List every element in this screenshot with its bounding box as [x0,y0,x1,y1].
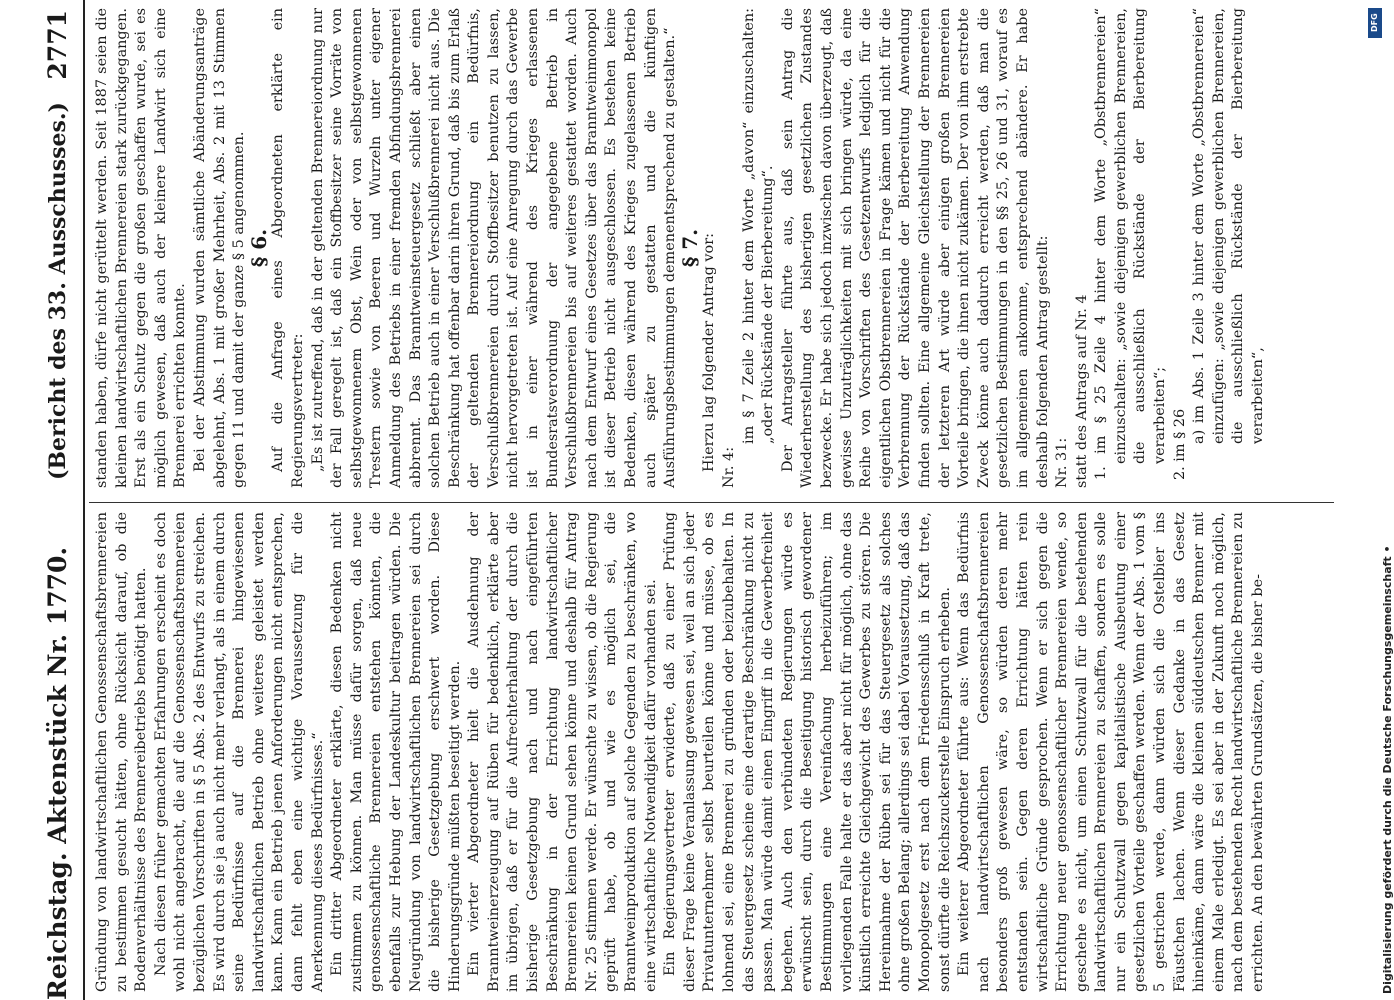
dfg-logo: DFG [1368,8,1382,38]
paragraph: Nr. 31: [1054,437,1071,488]
paragraph: Ein weiterer Abgeordneter führte aus: Wenn das Bedürfnis nach landwirtschaftlichen Genossenschaftsbrennereien besonders groß gewesen wäre, so würden deren mehr entstanden sein. Gegen deren Errichtung hätten rein wirtschaftliche Gründe gesprochen. Wenn er sich gegen die Errichtung neuer genossenschaftlicher Brennereien wende, so geschehe es nicht, um einen Schutzwall für die bestehenden landwirtschaftlichen Brennereien zu schaffen, sondern es solle nur ein Schutzwall gegen kapitalistische Ausbeutung einer gesetzlichen Vorteile geschaffen werden. Wenn der Abs. 1 vom § 5 gestrichen werde, dann würden sich die Ostelbier ins Fäustchen lachen. Wenn dieser Gedanke in das Gesetz hineinkäme, dann wäre die kleinen süddeutschen Brenner mit einem Male erledigt. Es sei aber in der Zukunft noch möglich, nach dem bestehenden Recht landwirtschaftliche Brennereien zu errichten. An den bewährten Grundsätzen, die bisher be- [956,512,1267,992]
column-divider [89,502,1334,503]
header-subtitle: (Bericht des 33. Ausschusses.) [45,102,71,480]
document-page [41,0,1341,1000]
paragraph: 2. im § 26 [1171,408,1188,480]
section-heading: § 6. [246,228,271,268]
paragraph: a) im Abs. 1 Zeile 3 hinter dem Worte „Obstbrennereien“ einzufügen: „sowie diejenigen gewerblichen Brennereien, die ausschließlich Rückstände der Bierbereitung verarbeiten“, [1191,8,1267,444]
paragraph: „Es ist zutreffend, daß in der geltenden Brennereiordnung nur der Fall geregelt ist, daß ein Stoffbesitzer seine Vorräte von selbstgewonnenem Obst, Wein oder von selbstgewonnenen Trestern sowie von Beeren und Wurzeln unter eigener Anmeldung des Betriebs in einer fremden Abfindungsbrennerei abbrennt. Das Branntweinsteuergesetz schließt aber einen solchen Betrieb auch in einer Verschlußbrennerei nicht aus. Die Beschränkung hat offenbar darin ihren Grund, daß bis zum Erlaß der geltenden Brennereiordnung ein Bedürfnis, Verschlußbrennereien durch Stoffbesitzer benutzen zu lassen, nicht hervorgetreten ist. Auf eine Anregung durch das Gewerbe ist in einer während des Krieges erlassenen Bundesratsverordnung der angegebene Betrieb in Verschlußbrennereien bis auf weiteres gestattet worden. Auch nach dem Entwurf eines Gesetzes über das Branntweinmonopol ist dieser Betrieb nicht ausgeschlossen. Es bestehen keine Bedenken, diesen während des Krieges zugelassenen Betrieb auch später zu gestatten und die künftigen Ausführungsbestimmungen demenentsprechend zu gestalten.“ [309,8,679,488]
paragraph: Ein dritter Abgeordneter erklärte, diesen Bedenken nicht zustimmen zu können. Man müsse dafür sorgen, daß neue genossenschaftliche Brennereien entstehen könnten, die ebenfalls zur Hebung der Landeskultur beitragen würden. Die Neugründung von landwirtschaftlichen Brennereien sei durch die bisherige Gesetzgebung erschwert worden. Diese Hinderungsgründe müßten beseitigt werden. [329,512,463,992]
paragraph: Auf die Anfrage eines Abgeordneten erklärte ein Regierungsvertreter: [270,8,306,488]
paragraph: Gründung von landwirtschaftlichen Genossenschaftsbrennereien zu bestimmen gesucht hätten, ohne Rücksicht darauf, ob die Bodenverhältnisse des Brennereibetriebs benötigt hatten. [94,512,150,992]
paragraph: Ein Regierungsvertreter erwiderte, daß zu einer Prüfung dieser Frage keine Veranlassung gewesen sei, weil an sich jeder Privatunternehmer selbst beurteilen könne und müsse, ob es lohnend sei, eine Brennerei zu gründen oder beizubehalten. In das Steuergesetz scheine eine derartige Beschränkung nicht zu passen. Man würde damit einen Eingriff in die Gewerbefreiheit begehen. Auch den verbündeten Regierungen würde es erwünscht sein, durch die Beseitigung historisch gewordener Bestimmungen eine Vereinfachung herbeizuführen; im vorliegenden Falle halte er das aber nicht für möglich, ohne das künstlich erreichte Gleichgewicht des Gewerbes zu stören. Die Hereinnahme der Rüben sei für das Steuergesetz als solches ohne großen Belang; allerdings sei dabei Voraussetzung, daß das Monopolgesetz erst nach dem Friedensschluß in Kraft trete, sonst dürfte die Reichszuckerstelle Einspruch erheben. [662,512,953,992]
paragraph: Ein vierter Abgeordneter hielt die Ausdehnung der Branntweinerzeugung auf Rüben für bedenklich, erklärte aber im übrigen, daß er für die Aufrechterhaltung der durch die bisherige Gesetzgebung nach und nach eingeführten Beschränkung in der Errichtung landwirtschaftlicher Brennereien keinen Grund sehen könne und deshalb für Antrag Nr. 25 stimmen werde. Er wünschte zu wissen, ob die Regierung geprüft habe, ob und wie es möglich sei, die Branntweinproduktion auf solche Gegenden zu beschränken, wo eine wirtschaftliche Notwendigkeit dafür vorhanden sei. [466,512,659,992]
paragraph: Nach diesen früher gemachten Erfahrungen erscheint es doch wohl nicht angebracht, die auf die Genossenschaftsbrennereien bezüglichen Vorschriften in § 5 Abs. 2 des Entwurfs zu streichen. Es wird durch sie ja auch nicht mehr verlangt, als in einem durch seine Bedürfnisse auf die Brennerei hingewiesenen landwirtschaftlichen Betrieb ohne weiteres geleistet werden kann. Kann ein Betrieb jenen Anforderungen nicht entsprechen, dann fehlt eben eine wichtige Voraussetzung für die Anerkennung dieses Bedürfnisses.“ [152,512,326,992]
header-title: Reichstag. Aktenstück Nr. 1770. [43,546,72,1000]
header-rule [83,0,85,1000]
right-column [93,8,1269,488]
page-number: 2771 [43,10,72,80]
paragraph: standen haben, dürfe nicht gerüttelt werden. Seit 1887 seien die kleinen landwirtschaftlichen Brennereien stark zurückgegangen. Erst als ein Schutz gegen die großen geschaffen wurde, sei es möglich gewesen, daß auch der kleinere Landwirt sich eine Brennerei errichten konnte. [94,8,189,488]
digitization-credit [1363,8,1394,1000]
left-column [93,512,1269,992]
page-header [41,0,81,1000]
paragraph: 1. im § 25 Zeile 4 hinter dem Worte „Obstbrennereien“ einzuschalten: „sowie diejenigen gewerblichen Brennereien, die ausschließlich Rückstände der Bierbereitung verarbeiten“; [1093,8,1169,480]
section-heading: § 7. [677,228,702,268]
paragraph: Der Antragsteller führte aus, daß sein Antrag die Wiederherstellung des bisherigen gesetzlichen Zustandes bezwecke. Er habe sich jedoch inzwischen davon überzeugt, daß gewisse Unzuträglichkeiten mit sich bringen würde, da eine Reihe von Vorschriften des Gesetzentwurfs lediglich für die eigentlichen Obstbrennereien in Frage kämen und nicht für die Verbrennung der Rückstände der Bierbereitung Anwendung finden sollten. Eine allgemeine Gleichstellung der Brennereien der letzteren Art würde aber einigen großen Brennereien Vorteile bringen, die ihnen nicht zukämen. Der von ihm erstrebte Zweck könne auch dadurch erreicht werden, daß man die gesetzlichen Bestimmungen in den §§ 25, 26 und 31, worauf es im allgemeinen ankomme, entsprechend abändere. Er habe deshalb folgenden Antrag gestellt: [779,8,1051,488]
credit-text: Digitalisierung gefördert durch die Deutsche Forschungsgemeinschaft • [1381,545,1394,994]
paragraph: im § 7 Zeile 2 hinter dem Worte „davon“ einzuschalten: „oder Rückstände der Bierbereitung“. [740,8,777,444]
paragraph: Bei der Abstimmung wurden sämtliche Abänderungsanträge abgelehnt, Abs. 1 mit großer Mehrheit, Abs. 2 mit 13 Stimmen gegen 11 und damit der ganze § 5 angenommen. [191,8,248,488]
paragraph: statt des Antrags auf Nr. 4 [1073,294,1090,488]
paragraph: Nr. 4: [721,446,737,488]
paragraph: Hierzu lag folgender Antrag vor: [701,233,718,472]
